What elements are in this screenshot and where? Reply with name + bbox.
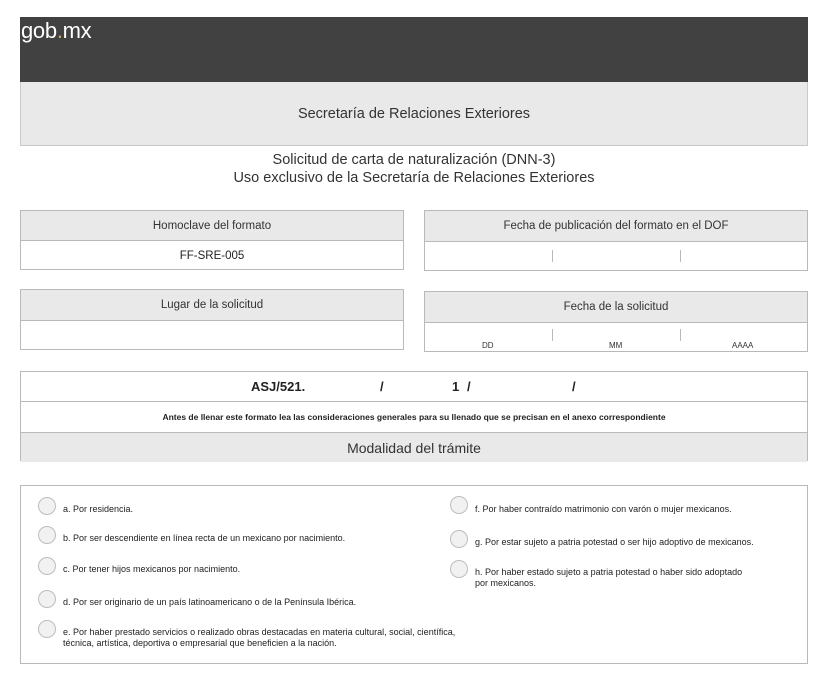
logo-text-mx: mx bbox=[62, 18, 92, 43]
expediente-prefix: ASJ/521. bbox=[251, 379, 306, 394]
date-divider bbox=[680, 250, 681, 262]
homoclave-value: FF-SRE-005 bbox=[179, 249, 245, 262]
radio-option-g[interactable] bbox=[450, 530, 468, 548]
radio-option-a[interactable] bbox=[38, 497, 56, 515]
fecha-solicitud-box bbox=[424, 291, 808, 352]
fecha-publicacion-field[interactable] bbox=[425, 242, 807, 271]
radio-option-h[interactable] bbox=[450, 560, 468, 578]
fecha-solicitud-field[interactable] bbox=[425, 323, 807, 352]
option-f-label: f. Por haber contraído matrimonio con varón o mujer mexicanos. bbox=[475, 504, 732, 514]
lugar-box bbox=[20, 289, 404, 350]
radio-option-f[interactable] bbox=[450, 496, 468, 514]
lugar-label: Lugar de la solicitud bbox=[21, 290, 403, 321]
notice-text: Antes de llenar este formato lea las consideraciones generales para su llenado que se precisan en el anexo correspondiente bbox=[162, 412, 666, 422]
fecha-publicacion-label: Fecha de publicación del formato en el DOF bbox=[425, 211, 807, 242]
logo-dot: . bbox=[56, 18, 63, 43]
date-divider bbox=[680, 329, 681, 341]
header-bar bbox=[20, 17, 808, 82]
expediente-slash: / bbox=[467, 379, 471, 394]
modalidad-header bbox=[21, 433, 807, 462]
radio-option-b[interactable] bbox=[38, 526, 56, 544]
agency-banner bbox=[20, 82, 808, 146]
fecha-solicitud-label: Fecha de la solicitud bbox=[425, 292, 807, 323]
logo-text-gob: gob bbox=[21, 18, 57, 43]
radio-option-e[interactable] bbox=[38, 620, 56, 638]
homoclave-label: Homoclave del formato bbox=[21, 211, 403, 241]
expediente-number-row bbox=[21, 372, 807, 402]
expediente-num: 1 bbox=[452, 379, 460, 394]
expediente-slash: / bbox=[572, 379, 576, 394]
option-h-label: h. Por haber estado sujeto a patria potestad o haber sido adoptado por mexicanos. bbox=[475, 567, 743, 588]
option-d-label: d. Por ser originario de un país latinoamericano o de la Península Ibérica. bbox=[63, 597, 357, 607]
option-b-label: b. Por ser descendiente en línea recta de un mexicano por nacimiento. bbox=[63, 533, 346, 543]
expediente-box bbox=[20, 371, 808, 461]
year-label: AAAA bbox=[732, 341, 754, 350]
option-a-label: a. Por residencia. bbox=[63, 504, 134, 514]
day-label: DD bbox=[482, 341, 494, 350]
option-c-label: c. Por tener hijos mexicanos por nacimiento. bbox=[63, 564, 241, 574]
form-title: Solicitud de carta de naturalización (DNN-3) bbox=[272, 152, 556, 168]
option-g-label: g. Por estar sujeto a patria potestad o ser hijo adoptivo de mexicanos. bbox=[475, 537, 754, 547]
form-titles bbox=[20, 151, 808, 187]
agency-name: Secretaría de Relaciones Exteriores bbox=[297, 105, 531, 122]
modalidad-title: Modalidad del trámite bbox=[347, 439, 481, 456]
radio-option-c[interactable] bbox=[38, 557, 56, 575]
gobmx-logo[interactable] bbox=[21, 18, 91, 44]
fecha-publicacion-box bbox=[424, 210, 808, 271]
date-divider bbox=[552, 250, 553, 262]
radio-option-d[interactable] bbox=[38, 590, 56, 608]
form-subtitle: Uso exclusivo de la Secretaría de Relaciones Exteriores bbox=[233, 170, 595, 186]
month-label: MM bbox=[609, 341, 623, 350]
lugar-input[interactable] bbox=[21, 321, 403, 350]
expediente-slash: / bbox=[380, 379, 384, 394]
homoclave-box bbox=[20, 210, 404, 270]
option-e-label: e. Por haber prestado servicios o realizado obras destacadas en materia cultural, social, científica, técnica, artística, deportiva o empresarial que beneficien a la nación. bbox=[63, 627, 456, 648]
date-divider bbox=[552, 329, 553, 341]
notice-row bbox=[21, 402, 807, 433]
